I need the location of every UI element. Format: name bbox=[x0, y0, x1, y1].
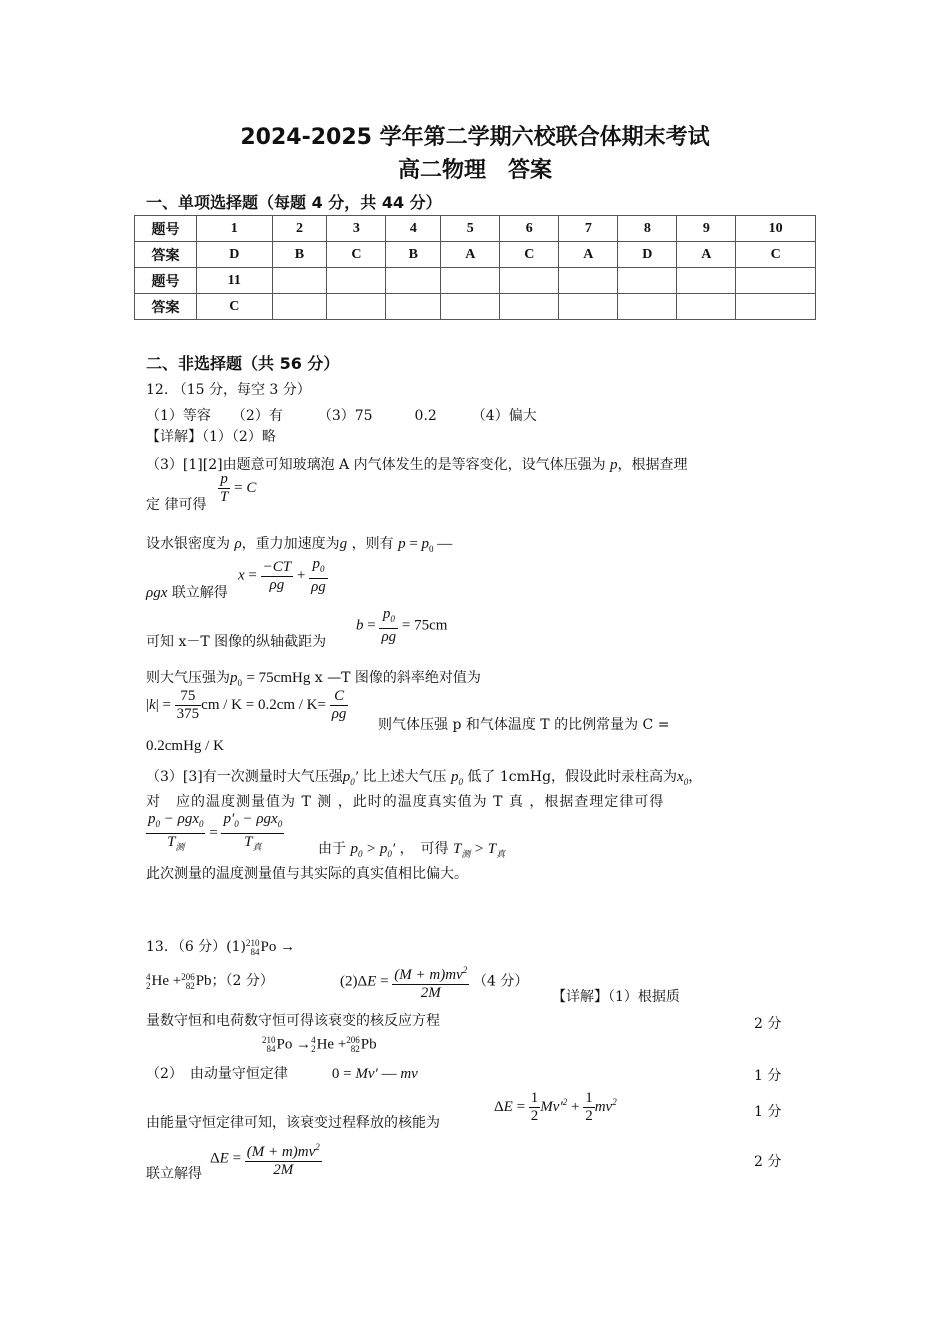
energy-formula: ΔE = $\frac{1}{2}$ $Mv'^2$ + $\frac{1}{2}$ $mv^2$ bbox=[494, 1090, 617, 1124]
table-cell bbox=[386, 294, 441, 320]
q12-paragraph-8: 0.2cmHg / K bbox=[146, 738, 224, 754]
nuclear-equation: 210 84Po →4 2He +206 82Pb bbox=[262, 1035, 377, 1054]
q13-points-3: 1 分 bbox=[754, 1104, 782, 1120]
table-cell: A bbox=[559, 242, 618, 268]
slope-formula: |k| = $\frac{75}{375}$ cm / K = 0.2cm / K= $\frac{C}{\rho g}$ bbox=[146, 688, 347, 722]
q12-paragraph-2: 定 律可得 bbox=[146, 497, 207, 513]
table-cell bbox=[559, 294, 618, 320]
q12-paragraph-1: （3）[1][2]由题意可知玻璃泡 A 内气体发生的是等容变化，设气体压强为 p，根据查理 bbox=[146, 457, 688, 473]
table-cell bbox=[736, 294, 816, 320]
q12-answers: （1）等容 （2）有 （3）75 0.2 （4）偏大 bbox=[146, 408, 537, 424]
q13-line-3: 由能量守恒定律可知，该衰变过程释放的核能为 bbox=[146, 1115, 440, 1131]
table-cell: 8 bbox=[618, 216, 677, 242]
q12-detail: 【详解】（1）（2）略 bbox=[146, 429, 276, 445]
charles-law-formula: $\frac{p}{T}$ = C bbox=[220, 471, 257, 505]
table-cell bbox=[677, 268, 736, 294]
table-cell bbox=[441, 294, 500, 320]
q12-paragraph-3: 设水银密度为 ρ，重力加速度为g ，则有 $p = p_0$ — bbox=[146, 536, 453, 554]
table-row bbox=[135, 216, 816, 242]
table-cell: B bbox=[272, 242, 327, 268]
table-cell: C bbox=[736, 242, 816, 268]
table-row bbox=[135, 242, 816, 268]
q13-answer-2: (2)ΔE = $\frac{(M + m)mv^2}{2M}$ （4 分） bbox=[340, 962, 528, 1002]
answer-table bbox=[134, 215, 816, 320]
table-cell: 10 bbox=[736, 216, 816, 242]
table-cell bbox=[272, 268, 327, 294]
q12-paragraph-12: 此次测量的温度测量值与其实际的真实值相比偏大。 bbox=[146, 866, 468, 882]
table-cell bbox=[559, 268, 618, 294]
table-cell: C bbox=[197, 294, 273, 320]
table-cell bbox=[272, 294, 327, 320]
table-cell: 1 bbox=[197, 216, 273, 242]
table-cell: C bbox=[500, 242, 559, 268]
q13-points-1: 2 分 bbox=[754, 1016, 782, 1032]
table-cell bbox=[618, 294, 677, 320]
q12-paragraph-6: 则大气压强为$p_0$ = 75cmHg x —T 图像的斜率绝对值为 bbox=[146, 670, 481, 688]
q12-paragraph-10: 对 应的温度测量值为 T 测 ，此时的温度真实值为 T 真 ，根据查理定律可得 bbox=[146, 794, 665, 810]
table-cell bbox=[736, 268, 816, 294]
table-cell: 3 bbox=[327, 216, 386, 242]
table-cell bbox=[441, 268, 500, 294]
q13-detail: 【详解】（1）根据质 bbox=[552, 989, 680, 1005]
q12-paragraph-4: ρgx 联立解得 bbox=[146, 585, 228, 601]
table-cell: C bbox=[327, 242, 386, 268]
table-cell: D bbox=[618, 242, 677, 268]
table-cell bbox=[618, 268, 677, 294]
row-label: 题号 bbox=[135, 216, 197, 242]
q13-line-2: （2） 由动量守恒定律 0 = Mv′ — mv bbox=[146, 1066, 418, 1082]
q12-paragraph-11: 由于 $p_0 > p_0'$ ， 可得 $T_测 > T_真$ bbox=[318, 841, 506, 859]
corrected-charles-formula: $\frac{p_0 - \rho gx_0}{T_测}$ = $\frac{p'_0 - \rho gx_0}{T_真}$ bbox=[148, 811, 283, 852]
q12-paragraph-7: 则气体压强 p 和气体温度 T 的比例常量为 C = bbox=[378, 717, 670, 733]
row-label: 答案 bbox=[135, 294, 197, 320]
q13-points-2: 1 分 bbox=[754, 1068, 782, 1084]
table-cell bbox=[500, 268, 559, 294]
intercept-formula: b = $\frac{p_0}{\rho g}$ = 75cm bbox=[356, 606, 448, 645]
table-cell bbox=[327, 268, 386, 294]
q13-line-1: 量数守恒和电荷数守恒可得该衰变的核反应方程 bbox=[146, 1013, 440, 1029]
q12-paragraph-5: 可知 x－T 图像的纵轴截距为 bbox=[146, 634, 327, 650]
page-subtitle: 高二物理 答案 bbox=[397, 158, 552, 183]
page-title: 2024-2025 学年第二学期六校联合体期末考试 bbox=[240, 125, 710, 150]
final-energy-formula: ΔE = $\frac{(M + m)mv^2}{2M}$ bbox=[210, 1139, 322, 1179]
q13-line-4: 联立解得 bbox=[146, 1166, 202, 1182]
table-cell: A bbox=[441, 242, 500, 268]
table-row bbox=[135, 268, 816, 294]
table-cell: 5 bbox=[441, 216, 500, 242]
row-label: 答案 bbox=[135, 242, 197, 268]
table-cell: 6 bbox=[500, 216, 559, 242]
section1-heading: 一、单项选择题（每题 4 分，共 44 分） bbox=[146, 193, 442, 212]
q13-points-4: 2 分 bbox=[754, 1154, 782, 1170]
section2-heading: 二、非选择题（共 56 分） bbox=[146, 354, 340, 373]
table-row bbox=[135, 294, 816, 320]
table-cell: 9 bbox=[677, 216, 736, 242]
x-solution-formula: x = $\frac{-CT}{\rho g}$ + $\frac{p_0}{\rho g}$ bbox=[238, 556, 326, 595]
table-cell: 11 bbox=[197, 268, 273, 294]
row-label: 题号 bbox=[135, 268, 197, 294]
table-cell bbox=[386, 268, 441, 294]
q13-header: 13．（6 分）(1)210 84Po → bbox=[146, 937, 296, 957]
q13-answer-1: 4 2He +206 82Pb；（2 分） bbox=[146, 971, 274, 991]
table-cell: 7 bbox=[559, 216, 618, 242]
table-cell: 4 bbox=[386, 216, 441, 242]
table-cell: A bbox=[677, 242, 736, 268]
table-cell bbox=[327, 294, 386, 320]
table-cell: D bbox=[197, 242, 273, 268]
table-cell bbox=[500, 294, 559, 320]
table-cell bbox=[677, 294, 736, 320]
table-cell: 2 bbox=[272, 216, 327, 242]
q12-paragraph-9: （3）[3]有一次测量时大气压强$p_0'$ 比上述大气压 $p_0$ 低了 1cmHg，假设此时汞柱高为$x_0$， bbox=[146, 769, 703, 787]
table-cell: B bbox=[386, 242, 441, 268]
q12-header: 12. （15 分，每空 3 分） bbox=[146, 382, 311, 398]
